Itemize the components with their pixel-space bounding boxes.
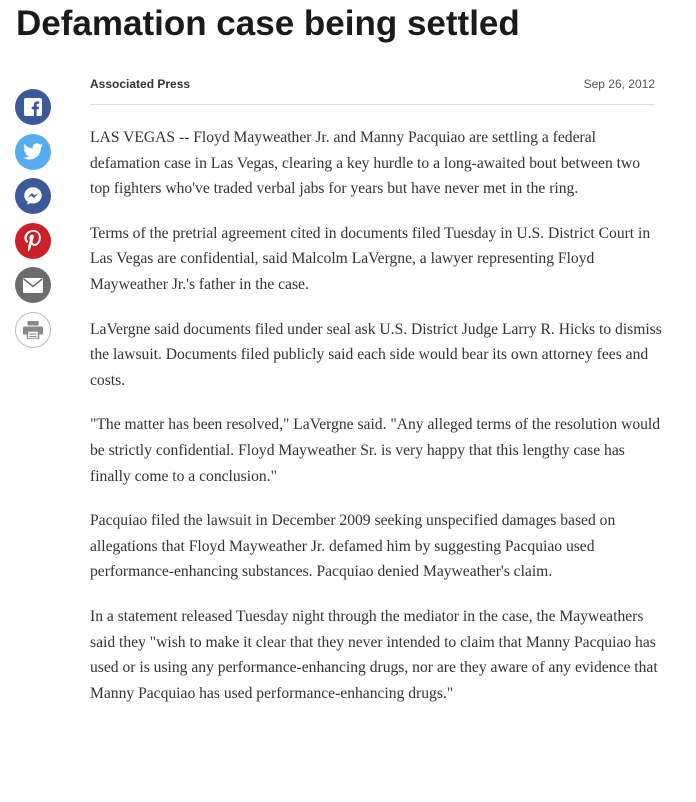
byline-date: Sep 26, 2012 (583, 77, 655, 91)
share-print-button[interactable] (15, 312, 51, 348)
share-pinterest-button[interactable] (15, 223, 51, 259)
facebook-icon (24, 98, 42, 116)
byline-author: Associated Press (90, 77, 191, 91)
share-facebook-button[interactable] (15, 89, 51, 125)
share-messenger-button[interactable] (15, 178, 51, 214)
share-bar (15, 89, 51, 356)
article-paragraph: In a statement released Tuesday night through the mediator in the case, the Mayweathers said they "wish to make it clear that they never intended to claim that Manny Pacquiao has used or is using any performance-enhancing drugs, nor are they aware of any evidence that Manny Pacquiao has used performance-enhancing drugs." (90, 607, 658, 702)
email-icon (23, 278, 43, 293)
article-body (90, 125, 662, 725)
print-icon (23, 321, 43, 339)
article-paragraph: "The matter has been resolved," LaVergne said. "Any alleged terms of the resolution would be strictly confidential. Floyd Mayweather Sr. is very happy that this lengthy case has finally come to a conclusion." (90, 416, 661, 485)
article-paragraph: Pacquiao filed the lawsuit in December 2009 seeking unspecified damages based on allegations that Floyd Mayweather Jr. defamed him by suggesting Pacquiao used performance-enhancing substances. Pacquiao denied Mayweather's claim. (90, 512, 616, 581)
share-twitter-button[interactable] (15, 134, 51, 170)
twitter-icon (23, 143, 43, 160)
article-paragraph: LAS VEGAS -- Floyd Mayweather Jr. and Manny Pacquiao are settling a federal defamation case in Las Vegas, clearing a key hurdle to a long-awaited bout between two top fighters who've traded verbal jabs for years but have never met in the ring. (90, 129, 641, 198)
article-paragraph: LaVergne said documents filed under seal ask U.S. District Judge Larry R. Hicks to dismiss the lawsuit. Documents filed publicly said each side would bear its own attorney fees and costs. (90, 320, 662, 389)
article-headline: Defamation case being settled (16, 4, 520, 43)
pinterest-icon (24, 230, 42, 252)
article-paragraph: Terms of the pretrial agreement cited in documents filed Tuesday in U.S. District Court in Las Vegas are confidential, said Malcolm LaVergne, a lawyer representing Floyd Mayweather Jr.'s father in the case. (90, 224, 651, 293)
byline (90, 74, 655, 105)
share-email-button[interactable] (15, 267, 51, 303)
messenger-icon (23, 186, 43, 206)
